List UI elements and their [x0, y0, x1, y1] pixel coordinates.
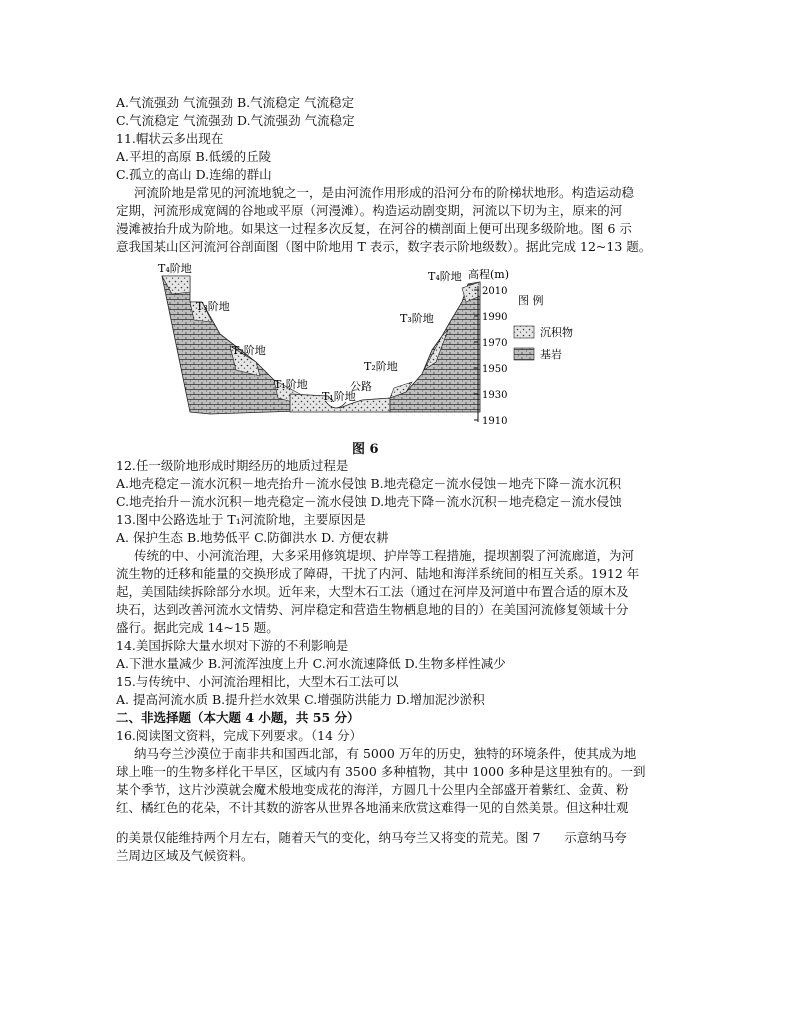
question-11-options-ab: A.平坦的高原 B.低缓的丘陵	[116, 149, 272, 164]
question-12-options-ab: A.地壳稳定－流水沉积－地壳抬升－流水侵蚀 B.地壳稳定－流水侵蚀－地壳下降－流水沉积	[116, 476, 622, 491]
elevation-tick-label: 2010	[482, 286, 508, 297]
label-t3-left: T₃阶地	[196, 300, 230, 313]
legend-swatch-sediment	[514, 326, 534, 338]
label-t1-center: T₁阶地	[322, 390, 356, 403]
section-2-heading: 二、非选择题（本大题 4 小题，共 55 分）	[116, 710, 360, 725]
paragraph-terrace-1: 河流阶地是常见的河流地貌之一，是由河流作用形成的沿河分布的阶梯状地形。构造运动稳	[134, 185, 635, 200]
question-11-options-cd: C.孤立的高山 D.连绵的群山	[116, 167, 272, 182]
question-16: 16.阅读图文资料，完成下列要求。（14 分）	[116, 728, 363, 743]
elevation-tick-label: 1910	[482, 416, 508, 427]
label-t3-right: T₃阶地	[400, 312, 434, 325]
legend-label-sediment: 沉积物	[540, 326, 573, 339]
figure-caption: 图 6	[352, 442, 379, 457]
question-12-options-cd: C.地壳抬升－流水沉积－地壳稳定－流水侵蚀 D.地壳下降－流水沉积－地壳稳定－流水侵蚀	[116, 494, 622, 509]
elevation-tick-label: 1950	[482, 364, 508, 375]
paragraph-namaqualand-6: 兰周边区域及气候资料。	[116, 848, 254, 863]
label-t2-left: T₂阶地	[232, 344, 266, 357]
question-14: 14.美国拆除大量水坝对下游的不利影响是	[116, 638, 349, 653]
paragraph-river-4: 块石，达到改善河流水文情势、河岸稳定和营造生物栖息地的目的）在美国河流修复领域十分	[116, 602, 629, 617]
option-line-ab: A.气流强劲 气流强劲 B.气流稳定 气流稳定	[116, 95, 355, 110]
legend-swatch-bedrock	[514, 348, 534, 360]
label-t2-right: T₂阶地	[364, 360, 398, 373]
paragraph-terrace-2: 定期，河流形成宽阔的谷地或平原（河漫滩）。构造运动剧变期，河流以下切为主，原来的河	[116, 203, 623, 218]
question-13: 13.图中公路选址于 T₁河流阶地，主要原因是	[116, 512, 366, 527]
paragraph-river-2: 流生物的迁移和能量的交换形成了障碍，干扰了内河、陆地和海洋系统间的相互关系。1912 年	[116, 566, 640, 581]
elevation-tick-label: 1970	[482, 338, 508, 349]
paragraph-river-5: 盛行。据此完成 14~15 题。	[116, 620, 279, 635]
paragraph-river-3: 起，美国陆续拆除部分水坝。近年来，大型木石工法（通过在河岸及河道中布置合适的原木及	[116, 584, 629, 599]
question-15-options: A. 提高河流水质 B.提升拦水效果 C.增强防洪能力 D.增加泥沙淤积	[116, 692, 485, 707]
question-15: 15.与传统中、小河流治理相比，大型木石工法可以	[116, 674, 399, 689]
elevation-tick-label: 1930	[482, 390, 508, 401]
label-t4-right: T₄阶地	[428, 270, 462, 283]
paragraph-namaqualand-1: 纳马夸兰沙漠位于南非共和国西北部，有 5000 万年的历史，独特的环境条件，使其成为地	[134, 746, 637, 761]
paragraph-terrace-4: 意我国某山区河流河谷剖面图（图中阶地用 T 表示，数字表示阶地级数）。据此完成 12~13 题。	[116, 239, 652, 254]
elevation-tick-label: 1990	[482, 312, 508, 323]
paragraph-namaqualand-2: 球上唯一的生物多样化干旱区，区域内有 3500 多种植物，其中 1000 多种是这里独有的。一到	[116, 764, 646, 779]
label-t4-left: T₄阶地	[158, 262, 192, 275]
paragraph-namaqualand-4: 红、橘红色的花朵，不计其数的游客从世界各地涌来欣赏这难得一见的自然美景。但这种壮观	[116, 800, 629, 815]
legend-title: 图 例	[518, 294, 544, 307]
option-line-cd: C.气流稳定 气流强劲 D.气流强劲 气流稳定	[116, 113, 355, 128]
river-valley-profile-figure	[150, 262, 590, 430]
paragraph-terrace-3: 漫滩被抬升成为阶地。如果这一过程多次反复，在河谷的横剖面上便可出现多级阶地。图 6 示	[116, 221, 632, 236]
question-12: 12.任一级阶地形成时期经历的地质过程是	[116, 458, 349, 473]
question-11: 11.帽状云多出现在	[116, 131, 224, 146]
elevation-axis-title: 高程(m)	[468, 268, 510, 281]
paragraph-river-1: 传统的中、小河流治理，大多采用修筑堤坝、护岸等工程措施，提坝割裂了河流廊道，为河	[134, 548, 635, 563]
legend-label-bedrock: 基岩	[540, 348, 562, 361]
question-14-options: A.下泄水量减少 B.河流浑浊度上升 C.河水流速降低 D.生物多样性减少	[116, 656, 506, 671]
question-13-options: A. 保护生态 B.地势低平 C.防御洪水 D. 方便农耕	[116, 530, 389, 545]
paragraph-namaqualand-5: 的美景仅能维持两个月左右，随着天气的变化，纳马夸兰又将变的荒芜。图 7 示意纳马夸	[116, 830, 627, 845]
label-t1-left: T₁阶地	[274, 378, 308, 391]
label-road: 公路	[350, 380, 372, 393]
paragraph-namaqualand-3: 某个季节，这片沙漠就会魔术般地变成花的海洋，方圆几十公里内全部盛开着紫红、金黄、粉	[116, 782, 629, 797]
